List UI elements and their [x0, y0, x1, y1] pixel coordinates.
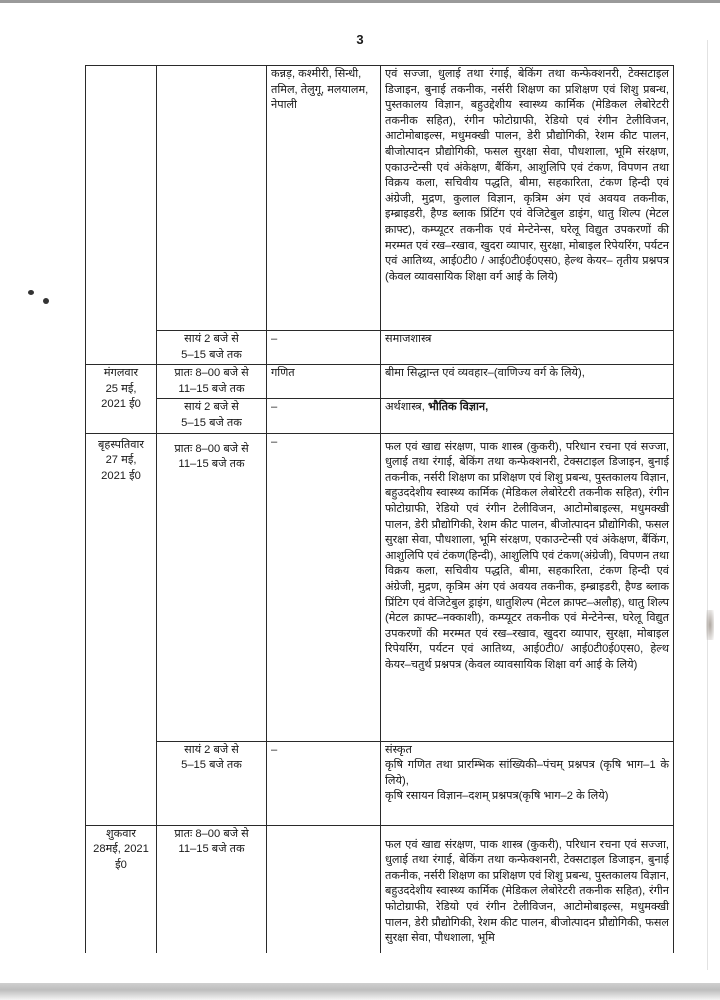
subjects-1-cell: –	[267, 741, 381, 825]
time-end: 11–15 बजे तक	[178, 458, 245, 471]
subjects-2-cell: एवं सज्जा, धुलाई तथा रंगाई, बेकिंग तथा कन्फेक्शनरी, टेक्सटाइल डिजाइन, बुनाई तकनीक, नर्सरी शिक्षण का प्रशिक्षण एवं शिशु प्रबन्ध, पुस्तकालय विज्ञान, बहुउद्देशीय स्वास्थ्य कार्मिक (मेडिकल लेबोरेटरी तकनीक सहित), रंगीन फोटोग्राफी, रेडियो एवं रंगीन टेलीविजन, आटोमोबाइल्स, मधुमक्खी पालन, डेरी प्रौद्योगिकी, रेशम कीट पालन, बीजोत्पादन प्रौद्योगिकी, फसल सुरक्षा सेवा, पौधशाला, भूमि संरक्षण, एकाउन्टेन्सी एवं अंकेक्षण, बैंकिंग, आशुलिपि एवं टंकण, विपणन तथा विक्रय कला, सचिवीय पद्धति, बीमा, सहकारिता, टंकण हिन्दी एवं अंग्रेजी, मुद्रण, कुलाल विज्ञान, कृत्रिम अंग एवं अवयव तकनीक, इम्ब्राइडरी, हैण्ड ब्लाक प्रिंटिंग एवं वेजिटेबुल डाइंग, धातु शिल्प (मेटल क्राफ्ट), कम्प्यूटर तकनीक एवं मेन्टेनेन्स, घरेलू विद्युत उपकरणों की मरम्मत एवं रख–रखाव, खुदरा व्यापार, सुरक्षा, मोबाइल रिपेयरिंग, पर्यटन एवं आतिथ्य, आई0टी0 / आई0टी0ई0एस0, हेल्थ केयर– तृतीय प्रश्नपत्र (केवल व्यावसायिक शिक्षा वर्ग आई के लिये)	[381, 66, 674, 331]
subject-line: संस्कृत	[385, 743, 412, 756]
day-cell	[86, 433, 157, 825]
subjects-1-cell: –	[267, 433, 381, 741]
time-start: सायं 2 बजे से	[184, 401, 239, 414]
subjects-1-cell: गणित	[267, 365, 381, 399]
scan-smudge	[28, 290, 34, 295]
time-start: प्रातः 8–00 बजे से	[174, 442, 249, 455]
subjects-2-cell	[381, 741, 674, 825]
time-start: सायं 2 बजे से	[184, 333, 239, 345]
subjects-2-cell: समाजशास्त्र	[381, 331, 674, 365]
scan-stain	[706, 610, 714, 640]
time-cell	[157, 825, 267, 953]
time-start: प्रातः 8–00 बजे से	[174, 367, 249, 380]
day-name: बृहस्पतिवार	[97, 438, 144, 451]
subjects-1-cell	[267, 825, 381, 953]
day-name: मंगलवार	[103, 367, 139, 380]
exam-schedule-table	[85, 65, 674, 953]
table-row	[86, 825, 674, 953]
time-cell	[157, 365, 267, 399]
subject-line: कृषि रसायन विज्ञान–दशम् प्रश्नपत्र(कृषि भाग–2 के लिये)	[385, 790, 609, 803]
time-end: 5–15 बजे तक	[181, 759, 242, 772]
time-start: प्रातः 8–00 बजे से	[174, 827, 249, 840]
day-date: 27 मई,	[105, 454, 137, 467]
subjects-1-cell: –	[267, 399, 381, 433]
subject-plain: अर्थशास्त्र,	[385, 401, 428, 414]
table-row	[86, 433, 674, 741]
day-year: 2021 ई0	[101, 398, 141, 411]
time-end: 5–15 बजे तक	[181, 348, 242, 361]
time-cell	[157, 331, 267, 365]
time-cell	[157, 433, 267, 741]
table-row	[86, 399, 674, 433]
day-year: 2021 ई0	[101, 469, 141, 482]
table-row	[86, 331, 674, 365]
time-cell	[157, 66, 267, 331]
time-cell	[157, 399, 267, 433]
day-cell	[86, 365, 157, 433]
subject-bold: भौतिक विज्ञान,	[427, 401, 489, 414]
time-end: 5–15 बजे तक	[181, 416, 242, 429]
table-row	[86, 66, 674, 331]
time-end: 11–15 बजे तक	[178, 843, 245, 856]
page-number: 3	[356, 32, 364, 47]
day-cell	[86, 825, 157, 953]
day-name: शुकवार	[106, 827, 136, 840]
day-year: ई0	[115, 858, 127, 871]
subjects-2-cell: फल एवं खाद्य संरक्षण, पाक शास्त्र (कुकरी), परिधान रचना एवं सज्जा, धुलाई तथा रंगाई, बेकिंग तथा कन्फेक्शनरी, टेक्सटाइल डिजाइन, बुनाई तकनीक, नर्सरी शिक्षण का प्रशिक्षण एवं शिशु प्रबन्ध, पुस्तकालय विज्ञान, बहुउददेशीय स्वास्थ्य कार्मिक (मेडिकल लेबोरेटरी तकनीक सहित), रंगीन फोटोग्राफी, रेडियो एवं रंगीन टेलीविजन, आटोमोबाइल्स, मधुमक्खी पालन, डेरी प्रौद्योगिकी, रेशम कीट पालन, बीजोत्पादन प्रौद्योगिकी, फसल सुरक्षा सेवा, पौधशाला, भूमि	[381, 825, 674, 953]
time-end: 11–15 बजे तक	[178, 382, 245, 395]
table-row	[86, 365, 674, 399]
subjects-1-cell: कन्नड़, कश्मीरी, सिन्धी, तमिल, तेलुगू, मलयालम, नेपाली	[267, 66, 381, 331]
subjects-2-cell: फल एवं खाद्य संरक्षण, पाक शास्त्र (कुकरी), परिधान रचना एवं सज्जा, धुलाई तथा रंगाई, बेकिंग तथा कन्फेक्शनरी, टेक्सटाइल डिजाइन, बुनाई तकनीक, नर्सरी शिक्षण का प्रशिक्षण एवं शिशु प्रबन्ध, पुस्तकालय विज्ञान, बहुउददेशीय स्वास्थ्य कार्मिक (मेडिकल लेबोरेटरी तकनीक सहित), रंगीन फोटोग्राफी, रेडियो एवं रंगीन टेलीविजन, आटोमोबाइल्स, मधुमक्खी पालन, डेरी प्रौद्योगिकी, रेशम कीट पालन, बीजोत्पादन प्रौद्योगिकी, फसल सुरक्षा सेवा, पौधशाला, भूमि संरक्षण, एकाउन्टेन्सी एवं अंकेक्षण, बैंकिंग, आशुलिपि एवं टंकण(हिन्दी), आशुलिपि एवं टंकण(अंग्रेजी), विपणन तथा विक्रय कला, सचिवीय पद्धति, बीमा, सहकारिता, टंकण हिन्दी एवं अंग्रेजी, मुद्रण, कृत्रिम अंग एवं अवयव तकनीक, इम्ब्राइडरी, हैण्ड ब्लाक प्रिंटिग एवं वेजिटेबुल ड्राइंग, धातुशिल्प (मेटल क्राफ्ट–अलौह), धातु शिल्प (मेटल क्राफ्ट–नक्काशी), कम्प्यूटर तकनीक एवं मेन्टेनेन्स, घरेलू विद्युत उपकरणों की मरम्मत एवं रख–रखाव, खुदरा व्यापार, सुरक्षा, मोबाइल रिपेयरिंग, पर्यटन एवं आतिथ्य, आई0टी0/ आई0टी0ई0एस0, हेल्थ केयर–चतुर्थ प्रश्नपत्र (केवल व्यावसायिक शिक्षा वर्ग आई के लिये)	[381, 433, 674, 741]
subjects-2-cell: बीमा सिद्धान्त एवं व्यवहार–(वाणिज्य वर्ग के लिये),	[381, 365, 674, 399]
subject-line: कृषि गणित तथा प्रारम्भिक सांख्यिकी–पंचम् प्रश्नपत्र (कृषि भाग–1 के लिये),	[385, 759, 669, 787]
scan-bottom-edge	[0, 983, 720, 1000]
scan-smudge	[43, 298, 49, 304]
table-row	[86, 741, 674, 825]
time-start: सायं 2 बजे से	[184, 743, 239, 756]
day-date: 25 मई,	[105, 382, 137, 395]
day-date: 28मई, 2021	[93, 843, 149, 856]
scan-fold-line	[707, 40, 708, 970]
day-cell	[86, 66, 157, 365]
subjects-2-cell	[381, 399, 674, 433]
scan-top-edge	[0, 0, 720, 3]
subjects-1-cell: –	[267, 331, 381, 365]
time-cell	[157, 741, 267, 825]
